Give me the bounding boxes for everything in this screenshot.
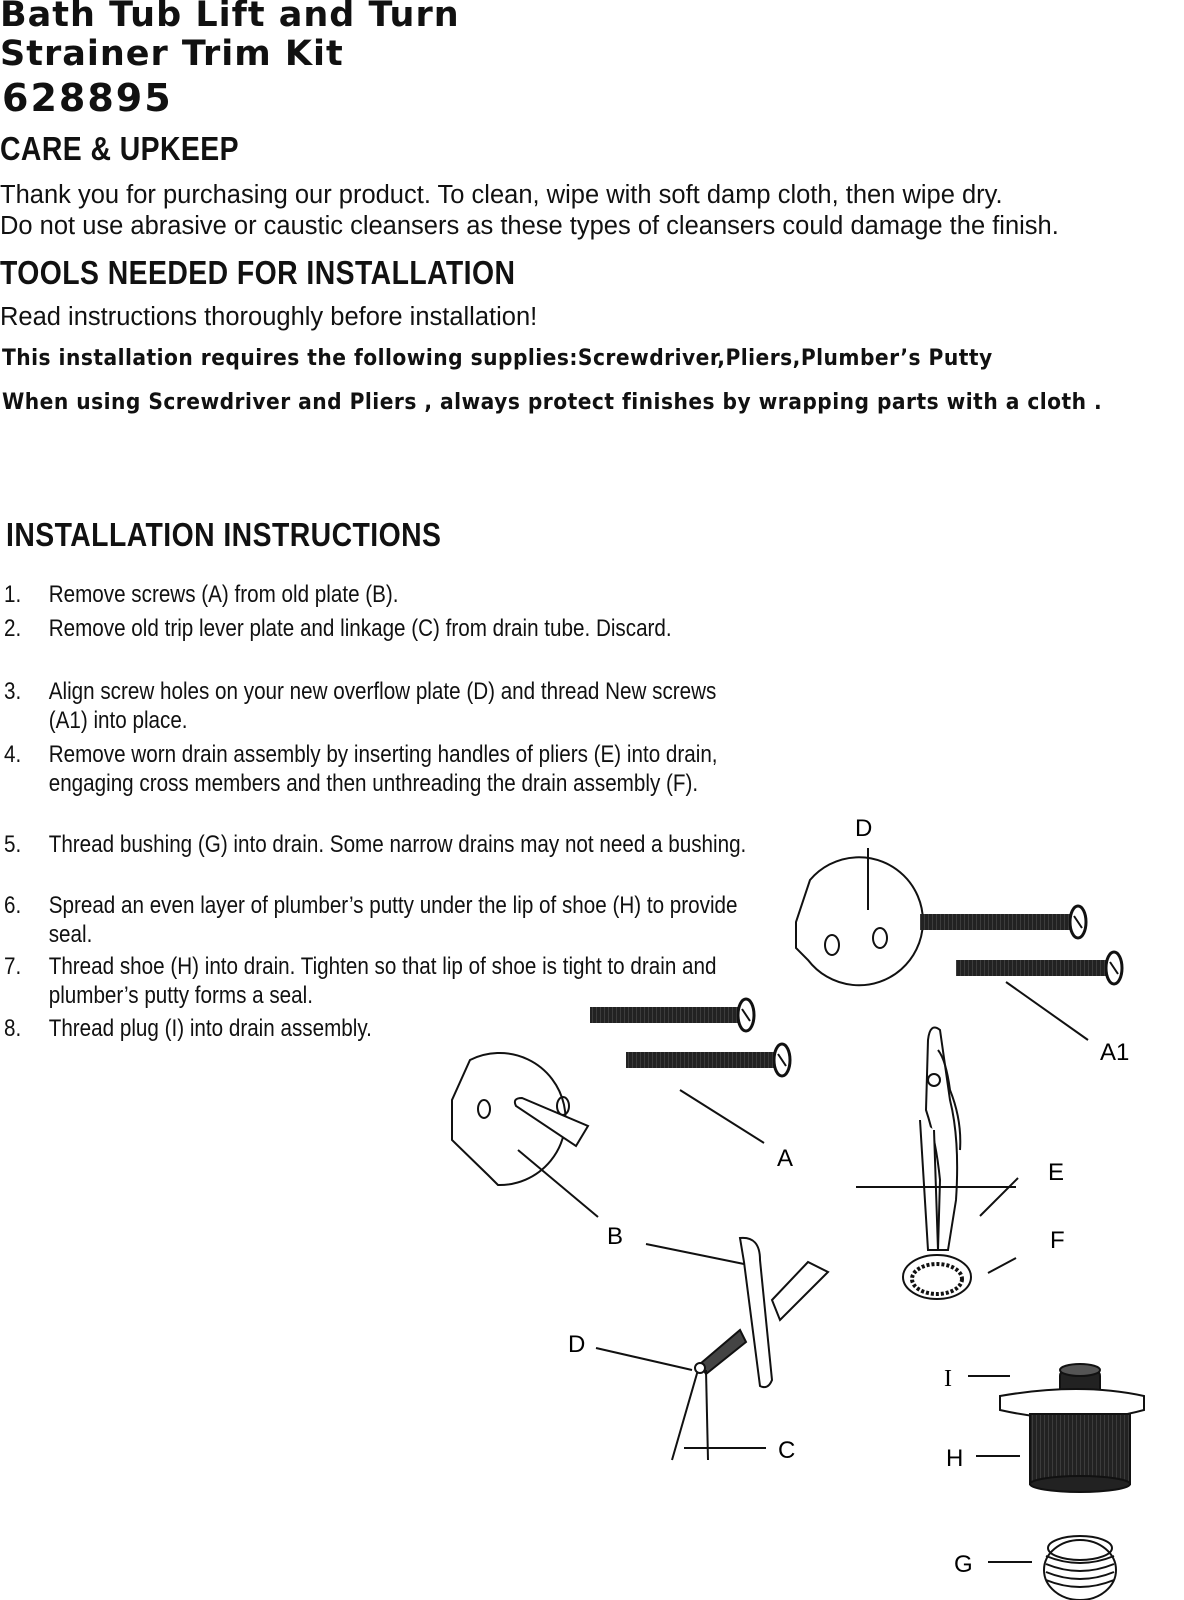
step-number: 5. — [4, 831, 22, 858]
step-number: 4. — [4, 741, 22, 768]
step-text: Spread an even layer of plumber’s putty under the lip of shoe (H) to provide seal. — [48, 892, 738, 948]
pliers-e — [856, 1028, 1018, 1250]
step-number: 6. — [4, 892, 22, 919]
step-text: Remove worn drain assembly by inserting handles of pliers (E) into drain, engaging cross members and then unthreading the drain assembly (F). — [48, 741, 718, 797]
tools-supplies-line: This installation requires the following supplies:Screwdriver,Pliers,Plumber’s Putty — [2, 346, 993, 371]
tools-heading: TOOLS NEEDED FOR INSTALLATION — [0, 254, 516, 291]
tools-read-line: Read instructions thoroughly before installation! — [0, 303, 538, 331]
label-d-top: D — [855, 815, 873, 842]
step-text: Thread plug (I) into drain assembly. — [48, 1015, 372, 1042]
screws-a1 — [920, 906, 1122, 1040]
label-a: A — [777, 1145, 794, 1172]
product-title-line1: Bath Tub Lift and Turn — [0, 0, 460, 35]
drain-ring-f — [903, 1255, 1016, 1299]
label-b: B — [607, 1223, 624, 1250]
old-plate-b — [452, 1053, 598, 1217]
label-c: C — [778, 1437, 796, 1464]
label-h: H — [946, 1445, 964, 1472]
step-text: Remove old trip lever plate and linkage (C) from drain tube. Discard. — [48, 615, 672, 642]
step-number: 7. — [4, 953, 22, 980]
care-heading: CARE & UPKEEP — [0, 130, 239, 167]
model-number: 628895 — [2, 76, 173, 120]
label-f: F — [1050, 1227, 1065, 1254]
overflow-plate-d — [796, 848, 923, 985]
shoe-h-plug-i — [968, 1364, 1144, 1492]
label-g: G — [954, 1551, 973, 1578]
bushing-g — [988, 1536, 1116, 1600]
label-d-bottom: D — [568, 1331, 586, 1358]
step-text: Align screw holes on your new overflow plate (D) and thread New screws (A1) into place. — [48, 678, 717, 734]
care-line-2: Do not use abrasive or caustic cleansers as these types of cleansers could damage the finish. — [0, 212, 1059, 240]
tools-protect-line: When using Screwdriver and Pliers , always protect finishes by wrapping parts with a cloth . — [2, 390, 1103, 415]
label-e: E — [1048, 1159, 1065, 1186]
step-text: Remove screws (A) from old plate (B). — [48, 581, 399, 608]
step-number: 2. — [4, 615, 22, 642]
label-i: I — [944, 1366, 952, 1392]
linkage-c — [596, 1238, 828, 1460]
product-title-line2: Strainer Trim Kit — [0, 34, 344, 74]
label-a1: A1 — [1100, 1039, 1130, 1066]
step-number: 1. — [4, 581, 22, 608]
care-line-1: Thank you for purchasing our product. To clean, wipe with soft damp cloth, then wipe dry. — [0, 181, 1003, 209]
installation-heading: INSTALLATION INSTRUCTIONS — [6, 516, 442, 553]
step-text: Thread shoe (H) into drain. Tighten so that lip of shoe is tight to drain and plumber’s putty forms a seal. — [48, 953, 717, 1009]
step-text: Thread bushing (G) into drain. Some narrow drains may not need a bushing. — [48, 831, 747, 858]
step-number: 8. — [4, 1015, 22, 1042]
screws-a — [590, 999, 790, 1143]
step-number: 3. — [4, 678, 22, 705]
